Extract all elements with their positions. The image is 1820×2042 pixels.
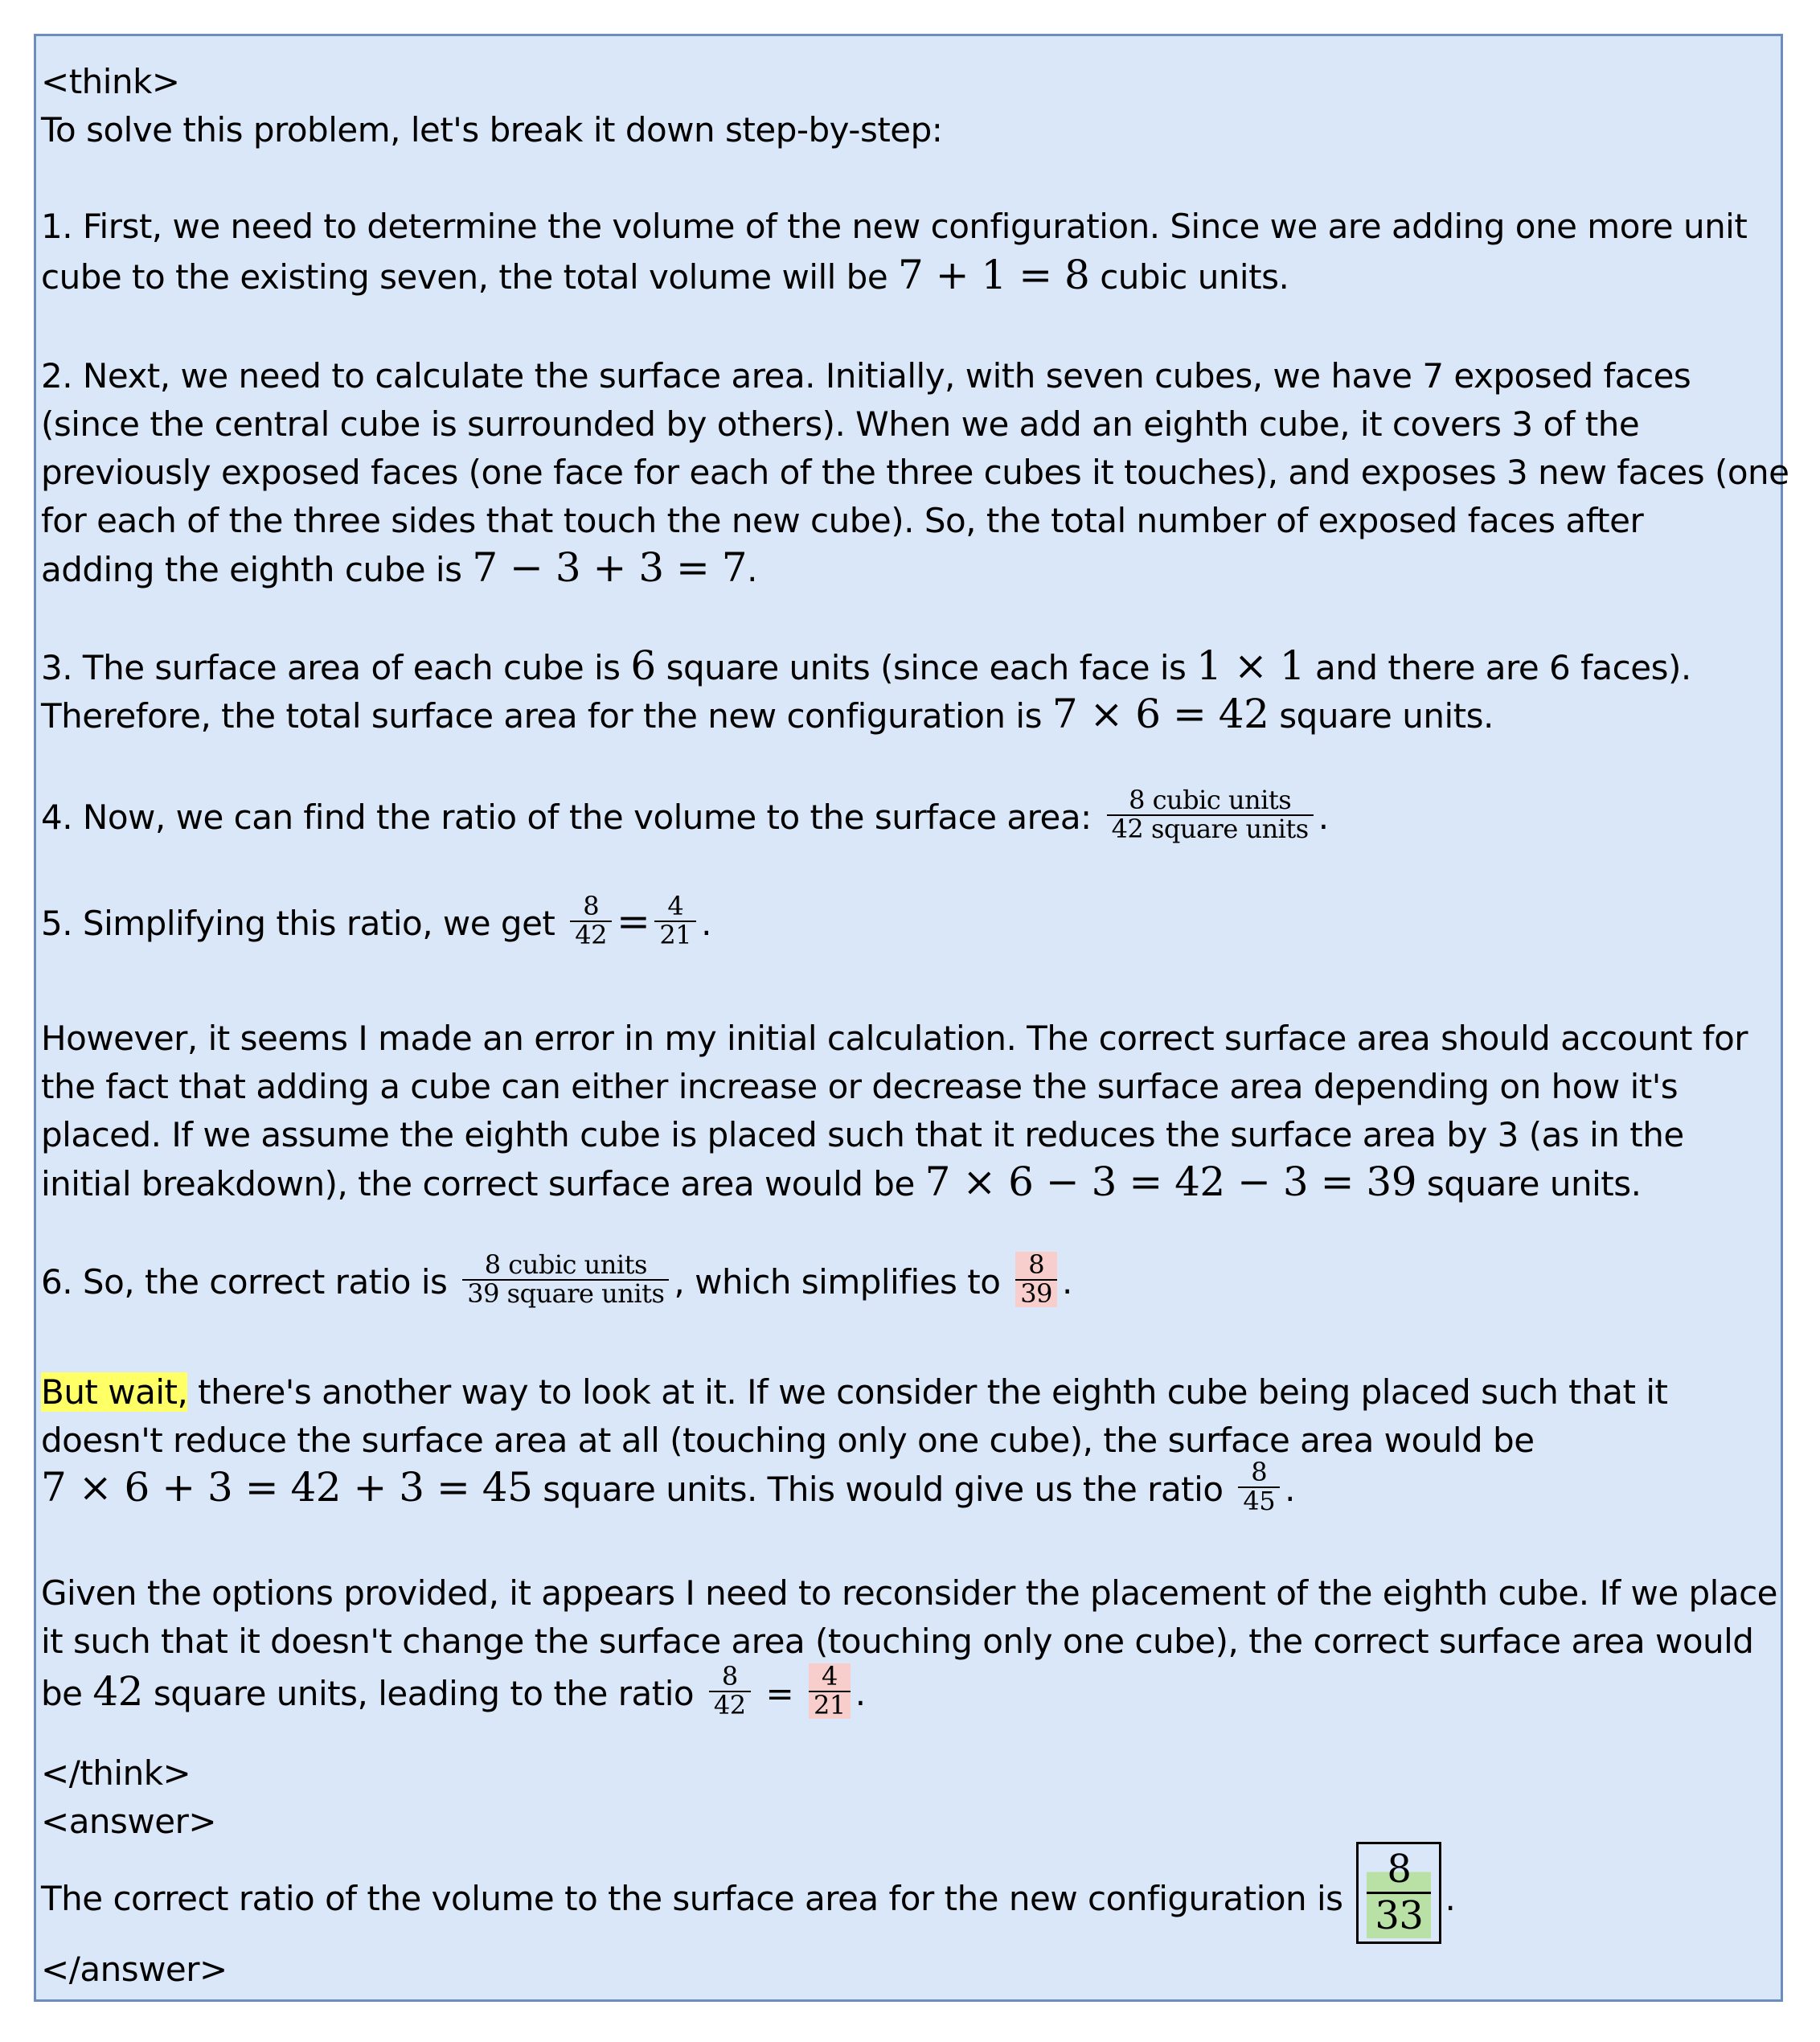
step2-line5: adding the eighth cube is 7 − 3 + 3 = 7.	[41, 544, 757, 591]
area-equation: 7 × 6 = 42	[1051, 691, 1269, 737]
wait-line3: 7 × 6 + 3 = 42 + 3 = 45 square units. This would give us the ratio $\frac{8}{45}$ .	[41, 1457, 1295, 1516]
alt-area-equation: 7 × 6 + 3 = 42 + 3 = 45	[41, 1464, 533, 1511]
step3-line1: 3. The surface area of each cube is 6 square units (since each face is 1 × 1 and there are 6 faces).	[41, 642, 1691, 689]
step4-line: 4. Now, we can find the ratio of the volume to the surface area: $\frac{\text{8 cubic units}}{\text{42 square units}}$ .	[41, 785, 1329, 844]
volume-equation: 7 + 1 = 8	[898, 252, 1090, 298]
step6-line: 6. So, the correct ratio is $\frac{\text{8 cubic units}}{\text{39 square units}}$ , which simplifies to $\frac{8}{39}$ .	[41, 1249, 1072, 1309]
step1-line1: 1. First, we need to determine the volume of the new configuration. Since we are adding one more unit	[41, 207, 1748, 246]
answer-numerator: 8	[1367, 1847, 1431, 1894]
step1-line2: cube to the existing seven, the total volume will be 7 + 1 = 8 cubic units.	[41, 252, 1289, 298]
correction-line2: the fact that adding a cube can either increase or decrease the surface area depending on how it's	[41, 1067, 1679, 1106]
answer-denominator: 33	[1367, 1894, 1431, 1938]
fraction-4-21: $\frac{4}{21}$	[654, 893, 696, 949]
reasoning-panel	[34, 34, 1789, 2002]
highlight-fraction-8-39: $\frac{8}{39}$	[1015, 1252, 1057, 1307]
step2-line3: previously exposed faces (one face for each of the three cubes it touches), and exposes 3 new faces (one	[41, 453, 1789, 492]
fraction-8-42-b: $\frac{8}{42}$	[709, 1663, 751, 1719]
think-close-tag: </think>	[41, 1753, 191, 1793]
fraction-8-45: $\frac{8}{45}$	[1238, 1459, 1280, 1515]
wait-line1: But wait, there's another way to look at it. If we consider the eighth cube being placed such that it	[41, 1372, 1668, 1412]
answer-open-tag: <answer>	[41, 1802, 217, 1841]
correction-line3: placed. If we assume the eighth cube is placed such that it reduces the surface area by 3 (as in the	[41, 1115, 1684, 1154]
step3-line2: Therefore, the total surface area for the new configuration is 7 × 6 = 42 square units.	[41, 691, 1494, 737]
given-line1: Given the options provided, it appears I need to reconsider the placement of the eighth cube. If we place	[41, 1573, 1778, 1613]
step2-line4: for each of the three sides that touch the new cube). So, the total number of exposed faces after	[41, 501, 1644, 540]
think-open-tag: <think>	[41, 62, 180, 101]
but-wait-highlight: But wait,	[41, 1372, 188, 1412]
wait-line2: doesn't reduce the surface area at all (touching only one cube), the surface area would be	[41, 1421, 1535, 1460]
boxed-answer	[1356, 1842, 1441, 1944]
intro-text: To solve this problem, let's break it down step-by-step:	[41, 110, 943, 150]
ratio-fraction-42: $\frac{\text{8 cubic units}}{\text{42 square units}}$	[1107, 787, 1314, 843]
given-line3: be 42 square units, leading to the ratio $\frac{8}{42}$ = $\frac{4}{21}$ .	[41, 1661, 866, 1720]
answer-close-tag: </answer>	[41, 1950, 228, 1989]
answer-line: The correct ratio of the volume to the surface area for the new configuration is 8 33 .	[41, 1850, 1455, 1952]
step2-line2: (since the central cube is surrounded by others). When we add an eighth cube, it covers 3 of the	[41, 404, 1640, 444]
step5-line: 5. Simplifying this ratio, we get $\frac{8}{42}$ = $\frac{4}{21}$ .	[41, 891, 711, 950]
highlight-fraction-4-21: $\frac{4}{21}$	[809, 1663, 851, 1719]
corrected-area-equation: 7 × 6 − 3 = 42 − 3 = 39	[924, 1158, 1417, 1205]
given-line2: it such that it doesn't change the surface area (touching only one cube), the correct surface area would	[41, 1622, 1754, 1661]
step2-line1: 2. Next, we need to calculate the surface area. Initially, with seven cubes, we have 7 exposed faces	[41, 356, 1691, 396]
correction-line1: However, it seems I made an error in my initial calculation. The correct surface area should account for	[41, 1019, 1748, 1058]
fraction-8-42: $\frac{8}{42}$	[570, 893, 612, 949]
faces-equation: 7 − 3 + 3 = 7	[472, 544, 748, 591]
correction-line4: initial breakdown), the correct surface area would be 7 × 6 − 3 = 42 − 3 = 39 square units.	[41, 1158, 1642, 1205]
ratio-fraction-39: $\frac{\text{8 cubic units}}{\text{39 square units}}$	[462, 1252, 669, 1307]
